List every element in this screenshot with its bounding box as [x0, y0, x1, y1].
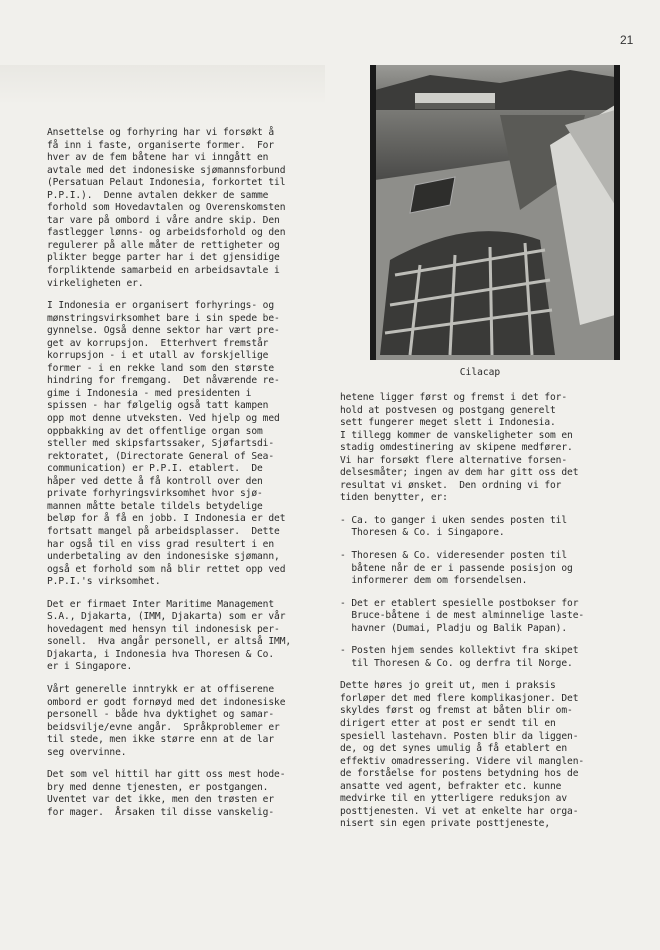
harbor-photo: [370, 65, 620, 360]
paragraph: I Indonesia er organisert forhyrings- og mønstringsvirksomhet bare i sin spede be- gynnelse. Også denne sektor har vært pre- get av korrupsjon. Etterhvert fremstår korrupsjon - i et utall av forskjellige former - i en rekke land som den største hindring for fremgang. Det nåværende re- gime i Indonesia - med presidenten i spissen - har følgelig også tatt kampen opp mot denne utveksten. Ved hjelp og med oppbakking av det offentlige organ som steller med skipsfartssaker, Sjøfartsdi- rektoratet, (Directorate General of Sea- communication) er P.P.I. etablert. De håper ved dette å få kontroll over den private forhyringsvirksomhet hvor sjø- mannen måtte betale tildels betydelige beløp for å få en jobb. I Indonesia er det fortsatt mangel på arbeidsplasser. Dette har også til en viss grad resultert i en underbetaling av den indonesiske sjømann, også et forhold som nå blir rettet opp ved P.P.I.'s virksomhet.: [47, 300, 286, 588]
list-item: - Ca. to ganger i uken sendes posten til Thoresen & Co. i Singapore.: [340, 514, 568, 539]
left-column: [47, 127, 317, 829]
list-item: - Thoresen & Co. videresender posten til båtene når de er i passende posisjon og informerer dem om forsendelsen.: [340, 550, 573, 587]
paragraph: Det som vel hittil har gitt oss mest hode- bry med denne tjenesten, er postgangen. Uventet var det ikke, men den trøsten er for mager. Årsaken til disse vanskelig-: [47, 769, 286, 818]
page-number: 21: [620, 33, 634, 47]
harbor-photo-image: [370, 65, 620, 360]
paragraph: hetene ligger først og fremst i det for- hold at postvesen og postgang generelt sett fungerer meget slett i Indonesia. I tillegg kommer de vanskeligheter som en stadig omdestinering av skipene medfører. Vi har forsøkt flere alternative forsen- delsesmåter; ingen av dem har gitt oss det resultat vi ønsket. Den ordning vi for tiden benytter, er:: [340, 392, 579, 504]
paragraph: Det er firmaet Inter Maritime Management S.A., Djakarta, (IMM, Djakarta) som er vår hovedagent med hensyn til indonesisk per- sonell. Hva angår personell, er altså IMM, Djakarta, i Indonesia hva Thoresen & Co. er i Singapore.: [47, 598, 292, 673]
paragraph: Ansettelse og forhyring har vi forsøkt å få inn i faste, organiserte former. For hver av de fem båtene har vi inngått en avtale med det indonesiske sjømannsforbund (Persatuan Pelaut Indonesia, forkortet til P.P.I.). Denne avtalen dekker de samme forhold som Hovedavtalen og Overenskomsten tar vare på ombord i våre andre skip. Den fastlegger lønns- og arbeidsforhold og den regulerer på alle måter de rettigheter og plikter begge parter har i det gjensidige forpliktende samarbeid en arbeidsavtale i virkeligheten er.: [47, 127, 286, 289]
list-item: - Det er etablert spesielle postbokser for Bruce-båtene i de mest alminnelige laste- havner (Dumai, Pladju og Balik Papan).: [340, 597, 585, 634]
list-item: - Posten hjem sendes kollektivt fra skipet til Thoresen & Co. og derfra til Norge.: [340, 645, 579, 669]
right-column: [340, 392, 630, 841]
print-shadow: [0, 65, 325, 105]
paragraph: Dette høres jo greit ut, men i praksis forløper det med flere komplikasjoner. Det skyldes først og fremst at båten blir om- dirigert etter at post er sendt til en spesiell lastehavn. Posten blir da liggen- de, og det synes umulig å få etablert en effektiv omadressering. Videre vil manglen- de forståelse for postens betydning hos de ansatte ved agent, befrakter etc. kunne medvirke til en ytterligere reduksjon av posttjenesten. Vi vet at enkelte har orga- nisert sin egen private posttjeneste,: [340, 680, 585, 830]
photo-caption: Cilacap: [459, 367, 501, 378]
paragraph: Vårt generelle inntrykk er at offiserene ombord er godt fornøyd med det indonesiske personell - både hva dyktighet og samar- beidsvilje/evne angår. Språkproblemer er til stede, men ikke større enn at de lar seg overvinne.: [47, 683, 286, 758]
